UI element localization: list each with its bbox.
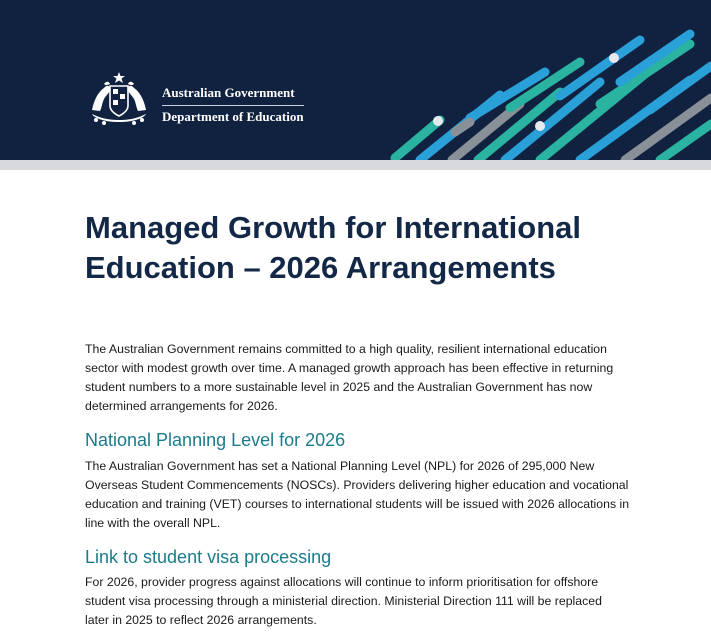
intro-line: student numbers to a more sustainable level in 2025 and the Australian Government has now [85, 380, 593, 394]
visa-line: For 2026, provider progress against allocations will continue to inform prioritisation for offshore [85, 575, 599, 589]
banner-divider [0, 160, 711, 170]
logo-wordmark [162, 70, 304, 125]
coat-of-arms-icon [84, 70, 154, 126]
npl-line: The Australian Government has set a National Planning Level (NPL) for 2026 of 295,000 New [85, 459, 595, 473]
npl-line: line with the overall NPL. [85, 516, 221, 530]
page-title [85, 208, 685, 288]
section-heading-visa: Link to student visa processing [85, 547, 332, 567]
section-heading-npl: National Planning Level for 2026 [85, 430, 346, 450]
visa-paragraph [85, 573, 655, 630]
title-line-2: Education – 2026 Arrangements [85, 250, 556, 285]
npl-line: education and training (VET) courses to international students will be issued with 2026 allocations in [85, 497, 630, 511]
intro-paragraph [85, 340, 655, 416]
npl-paragraph [85, 457, 655, 533]
header-banner [0, 0, 711, 160]
visa-line: later in 2025 to reflect 2026 arrangements. [85, 613, 317, 627]
title-line-1: Managed Growth for International [85, 210, 582, 245]
intro-line: sector with modest growth over time. A managed growth approach has been effective in returning [85, 361, 614, 375]
government-logo [84, 70, 304, 126]
visa-line: student visa processing through a ministerial direction. Ministerial Direction 111 will be replaced [85, 594, 602, 608]
intro-line: The Australian Government remains committed to a high quality, resilient international education [85, 342, 607, 356]
intro-line: determined arrangements for 2026. [85, 399, 278, 413]
department-name: Department of Education [162, 109, 304, 124]
government-name: Australian Government [162, 70, 304, 106]
npl-line: Overseas Student Commencements (NOSCs). Providers delivering higher education and vocational [85, 478, 629, 492]
